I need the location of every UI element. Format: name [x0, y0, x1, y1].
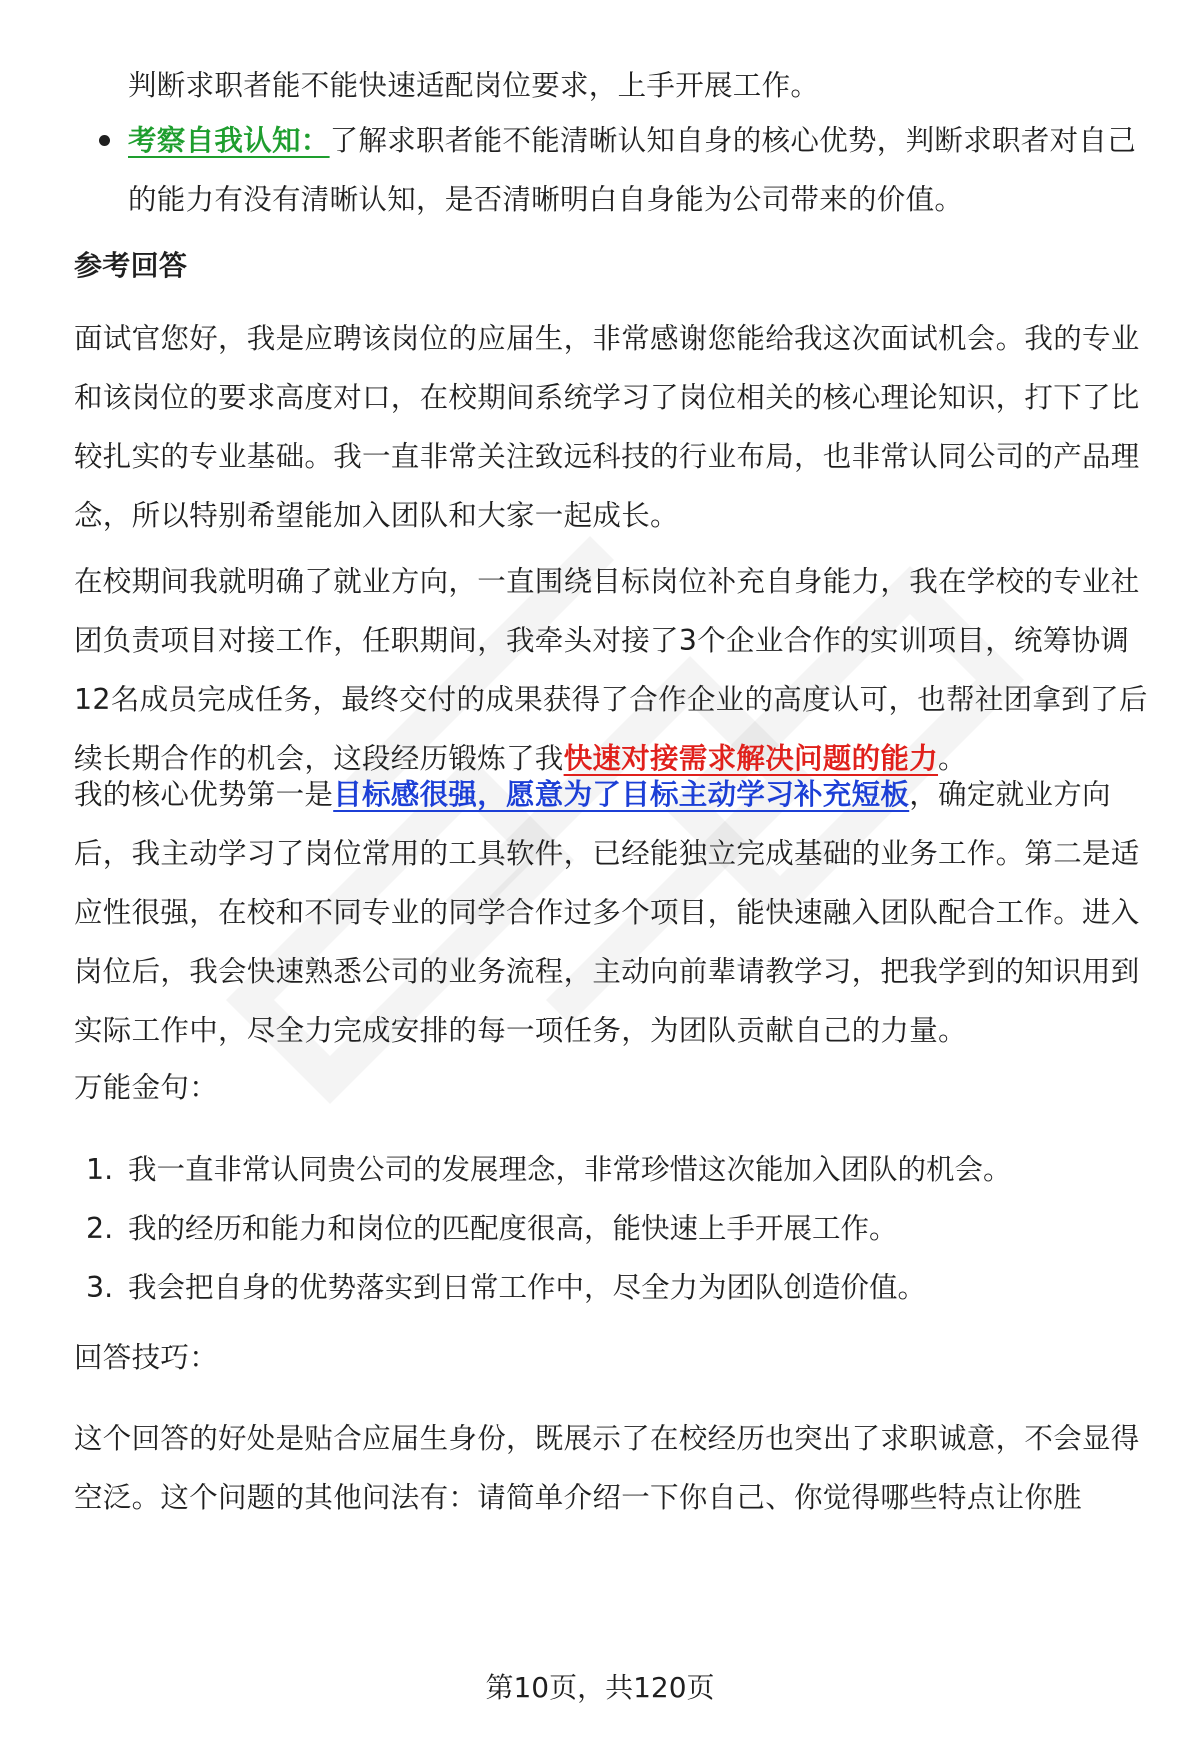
answer-paragraph-2-text: 在校期间我就明确了就业方向，一直围绕目标岗位补充自身能力，我在学校的专业社团负责项目对接工作，任职期间，我牵头对接了3个企业合作的实训项目，统筹协调12名成员完成任务，最终交付的成果获得了合作企业的高度认可，也帮社团拿到了后续长期合作的机会，这段经历锻炼了我	[74, 565, 1148, 775]
list-item-text: 我会把自身的优势落实到日常工作中，尽全力为团队创造价值。	[128, 1271, 927, 1304]
list-item-number: 3.	[86, 1271, 114, 1304]
answer-tips-paragraph: 这个回答的好处是贴合应届生身份，既展示了在校经历也突出了求职诚意，不会显得空泛。这个问题的其他问法有：请简单介绍一下你自己、你觉得哪些特点让你胜	[74, 1422, 1140, 1514]
answer-paragraph-2	[74, 552, 1154, 788]
list-item	[74, 1140, 1154, 1199]
answer-paragraph-2-end: 。	[938, 742, 967, 775]
list-item	[74, 1199, 1154, 1258]
list-item-text: 我一直非常认同贵公司的发展理念，非常珍惜这次能加入团队的机会。	[128, 1153, 1012, 1186]
list-item-number: 2.	[86, 1212, 114, 1245]
highlight-blue: 目标感很强，愿意为了目标主动学习补充短板	[333, 778, 910, 811]
section-heading-reference-answer: 参考回答	[74, 249, 188, 282]
list-item-number: 1.	[86, 1153, 114, 1186]
answer-paragraph-1: 面试官您好，我是应聘该岗位的应届生，非常感谢您能给我这次面试机会。我的专业和该岗位的要求高度对口，在校期间系统学习了岗位相关的核心理论知识，打下了比较扎实的专业基础。我一直非常关注致远科技的行业布局，也非常认同公司的产品理念，所以特别希望能加入团队和大家一起成长。	[74, 322, 1140, 532]
page-number-footer: 第10页，共120页	[485, 1671, 715, 1704]
answer-tips-heading: 回答技巧：	[74, 1341, 219, 1374]
golden-sentences-list	[74, 1140, 1154, 1317]
answer-paragraph-3-rest: ，确定就业方向后，我主动学习了岗位常用的工具软件，已经能独立完成基础的业务工作。第二是适应性很强，在校和不同专业的同学合作过多个项目，能快速融入团队配合工作。进入岗位后，我会快速熟悉公司的业务流程，主动向前辈请教学习，把我学到的知识用到实际工作中，尽全力完成安排的每一项任务，为团队贡献自己的力量。	[74, 778, 1140, 1047]
intro-continuation: 判断求职者能不能快速适配岗位要求，上手开展工作。	[128, 69, 820, 102]
answer-paragraph-3	[74, 765, 1154, 1060]
bullet-label: 考察自我认知：	[128, 124, 330, 157]
list-item	[74, 1258, 1154, 1317]
list-item-text: 我的经历和能力和岗位的匹配度很高，能快速上手开展工作。	[128, 1212, 898, 1245]
golden-sentences-heading: 万能金句：	[74, 1071, 219, 1104]
bullet-dot	[99, 135, 110, 146]
bullet-item-self-awareness	[128, 111, 1154, 229]
answer-paragraph-3-start: 我的核心优势第一是	[74, 778, 334, 811]
highlight-red: 快速对接需求解决问题的能力	[563, 742, 939, 775]
bullet-text: 了解求职者能不能清晰认知自身的核心优势，判断求职者对自己的能力有没有清晰认知，是否清晰明白自身能为公司带来的价值。	[128, 124, 1137, 216]
